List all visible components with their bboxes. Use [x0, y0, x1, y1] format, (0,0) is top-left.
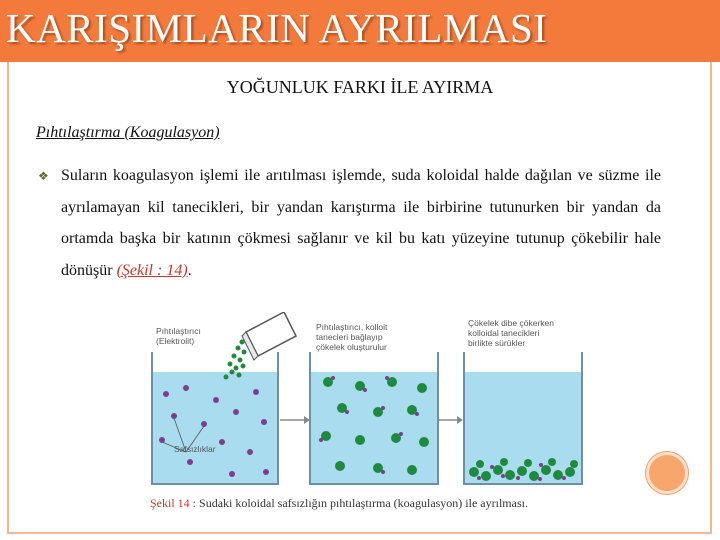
- paragraph-text: Suların koagulasyon işlemi ile arıtılması işlemde, suda koloidal halde dağılan ve süzme ile ayrılamayan kil tanecikleri, bir yandan karıştırma ile birbirine tutunurken bir yandan da ortamda başka bir katının çökmesi sağlanır ve kil bu katı yüzeyine tutunup çökebilir hale dönüşür: [61, 167, 661, 279]
- label-right-2: kolloidal tanecikleri: [468, 328, 540, 338]
- caption-text: Sudaki koloidal safsızlığın pıhtılaştırma (koagulasyon) ile ayrılması.: [196, 496, 528, 510]
- paragraph-end: .: [187, 261, 192, 279]
- beaker-left: [152, 352, 278, 484]
- label-right-1: Çökelek dibe çökerken: [468, 318, 554, 328]
- figure-caption: [150, 496, 620, 511]
- container-icon: [242, 312, 296, 360]
- label-impurities: Safsızlıklar: [174, 444, 216, 454]
- label-coagulant-sub: (Elektrolit): [156, 336, 195, 346]
- arrow-icon: [280, 416, 310, 424]
- page-title: KARIŞIMLARIN AYRILMASI: [6, 5, 548, 51]
- caption-label: Şekil 14 :: [150, 496, 197, 510]
- beaker-middle: [310, 352, 438, 484]
- label-middle-2: tanecleri bağlayıp: [316, 332, 383, 342]
- figure-reference: (Şekil : 14): [116, 261, 188, 279]
- label-middle-3: çökelek oluşturulur: [316, 342, 387, 352]
- label-right-3: birlikte sürükler: [468, 338, 526, 348]
- section-title: Pıhtılaştırma (Koagulasyon): [36, 124, 220, 141]
- header-bar: [0, 0, 720, 62]
- label-middle-1: Pıhtılaştırıcı, kolloit: [316, 322, 388, 332]
- paragraph: [61, 160, 661, 286]
- subtitle: YOĞUNLUK FARKI İLE AYIRMA: [226, 77, 494, 97]
- diamond-bullet-icon: ❖: [38, 169, 49, 183]
- coagulation-figure: [146, 312, 584, 490]
- decorative-circle-icon: [646, 452, 688, 494]
- label-coagulant: Pıhtılaştırıcı: [156, 326, 201, 336]
- arrow-icon: [439, 416, 463, 424]
